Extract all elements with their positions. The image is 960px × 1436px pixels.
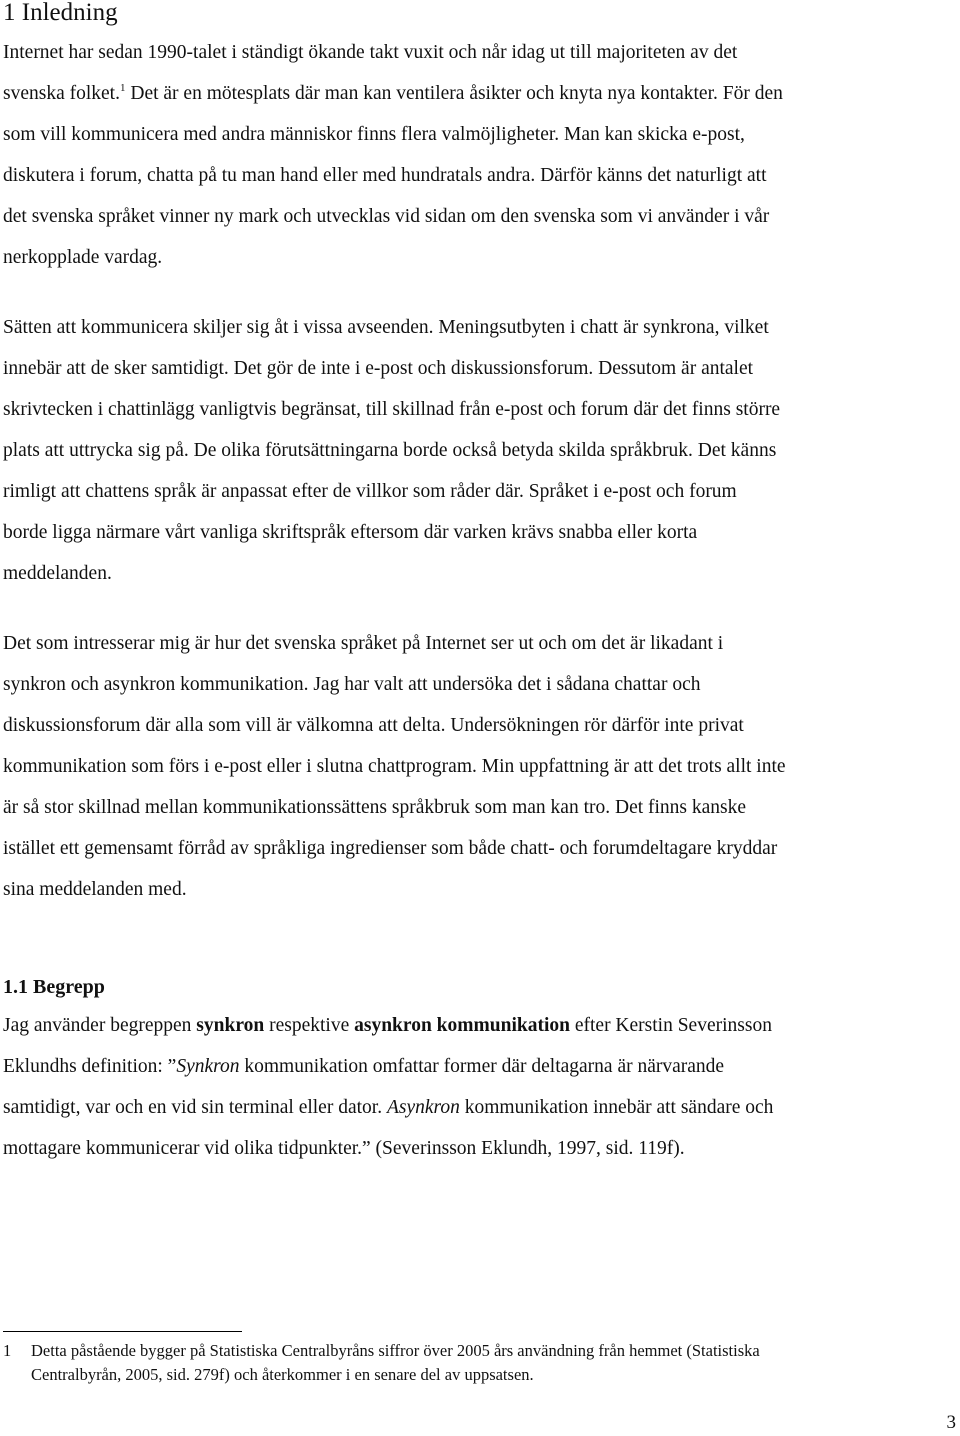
paragraph-line: som vill kommunicera med andra människor finns flera valmöjligheter. Man kan skicka e-post, [3, 124, 745, 145]
paragraph-line: Det som intresserar mig är hur det svenska språket på Internet ser ut och om det är likadant i [3, 633, 724, 654]
paragraph-line: istället ett gemensamt förråd av språkliga ingredienser som både chatt- och forumdeltagare kryddar [3, 838, 778, 859]
paragraph-line [3, 1087, 958, 1128]
footnote-reference[interactable]: 1 [119, 82, 126, 94]
paragraph-line: diskutera i forum, chatta på tu man hand eller med hundratals andra. Därför känns det naturligt att [3, 165, 767, 186]
italic-term: Asynkron [386, 1097, 460, 1118]
text-run: kommunikation innebär att sändare och [459, 1097, 774, 1118]
footnote-number: 1 [3, 1341, 12, 1360]
text-run: Det är en mötesplats där man kan ventilera åsikter och knyta nya kontakter. För den [125, 83, 783, 104]
intro-paragraph [3, 32, 958, 278]
paragraph-line: mottagare kommunicerar vid olika tidpunkter.” (Severinsson Eklundh, 1997, sid. 119f). [3, 1138, 685, 1159]
paragraph-line: meddelanden. [3, 563, 112, 584]
paragraph-line [3, 1046, 958, 1087]
bold-term: synkron [196, 1015, 265, 1036]
paragraph-line: synkron och asynkron kommunikation. Jag har valt att undersöka det i sådana chattar och [3, 674, 701, 695]
text-run: Eklundhs definition: ” [3, 1056, 177, 1077]
paragraph-line: Internet har sedan 1990-talet i ständigt ökande takt vuxit och når idag ut till majoriteten av det [3, 42, 738, 63]
paragraph-line: skrivtecken i chattinlägg vanligtvis begränsat, till skillnad från e-post och forum där det finns större [3, 399, 781, 420]
paragraph-line: innebär att de sker samtidigt. Det gör de inte i e-post och diskussionsforum. Dessutom är antalet [3, 358, 754, 379]
paragraph-line: är så stor skillnad mellan kommunikationssättens språkbruk som man kan tro. Det finns kanske [3, 797, 747, 818]
text-run: efter Kerstin Severinsson [569, 1015, 772, 1036]
subsection-heading: 1.1 Begrepp [3, 976, 105, 998]
bold-term: asynkron kommunikation [354, 1015, 570, 1036]
paragraph-line: Sätten att kommunicera skiljer sig åt i vissa avseenden. Meningsutbyten i chatt är synkrona, vilket [3, 317, 769, 338]
footnote [3, 1339, 958, 1387]
paragraph-line: diskussionsforum där alla som vill är välkomna att delta. Undersökningen rör därför inte privat [3, 715, 744, 736]
text-run: respektive [264, 1015, 355, 1036]
paragraph-research-interest [3, 623, 958, 910]
italic-term: Synkron [176, 1056, 240, 1077]
paragraph-communication-modes [3, 307, 958, 594]
text-run: Jag använder begreppen [3, 1015, 197, 1036]
section-heading: 1 Inledning [3, 0, 118, 26]
footnote-divider [3, 1331, 242, 1332]
paragraph-line [3, 1005, 958, 1046]
footnote-line: Detta påstående bygger på Statistiska Centralbyråns siffror över 2005 års användning från hemmet (Statistiska [31, 1341, 760, 1360]
paragraph-definitions [3, 1005, 958, 1169]
paragraph-line: rimligt att chattens språk är anpassat efter de villkor som råder där. Språket i e-post och forum [3, 481, 737, 502]
paragraph-line: sina meddelanden med. [3, 879, 187, 900]
text-run: samtidigt, var och en vid sin terminal eller dator. [3, 1097, 387, 1118]
footnote-line: Centralbyrån, 2005, sid. 279f) och återkommer i en senare del av uppsatsen. [31, 1365, 534, 1384]
page-number: 3 [946, 1412, 956, 1433]
paragraph-line [3, 73, 958, 114]
text-run: svenska folket. [3, 83, 120, 104]
text-run: kommunikation omfattar former där deltagarna är närvarande [239, 1056, 725, 1077]
paragraph-line: nerkopplade vardag. [3, 247, 163, 268]
paragraph-line: det svenska språket vinner ny mark och utvecklas vid sidan om den svenska som vi använder i vår [3, 206, 770, 227]
paragraph-line: plats att uttrycka sig på. De olika förutsättningarna borde också betyda skilda språkbruk. Det känns [3, 440, 777, 461]
paragraph-line: kommunikation som förs i e-post eller i slutna chattprogram. Min uppfattning är att det trots allt inte [3, 756, 786, 777]
paragraph-line: borde ligga närmare vårt vanliga skriftspråk eftersom där varken krävs snabba eller korta [3, 522, 698, 543]
